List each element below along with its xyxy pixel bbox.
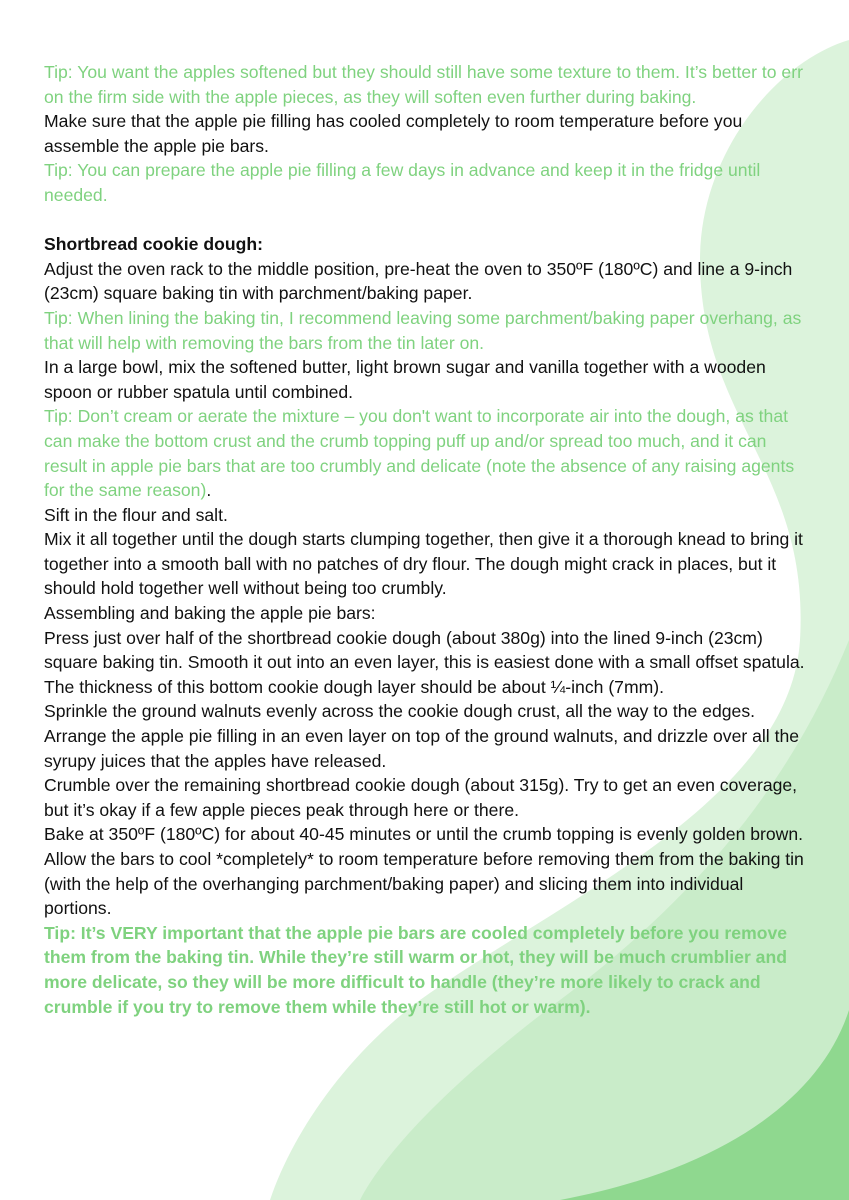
section-spacer	[44, 208, 814, 233]
tip-cool: Tip: It’s VERY important that the apple pie bars are cooled completely before you remove them from the baking tin. While they’re still warm or hot, they will be much crumblier and more delicate, so they will be more difficult to handle (they’re more likely to crack and crumble if you try to remove them while they’re still hot or warm).	[44, 922, 788, 1017]
step-sift: Sift in the flour and salt.	[44, 504, 228, 525]
tip-advance: Tip: You can prepare the apple pie filling a few days in advance and keep it in the fridge until needed.	[44, 160, 761, 205]
cool-filling-note: Make sure that the apple pie filling has cooled completely to room temperature before you assemble the apple pie bars.	[44, 111, 743, 156]
tip-texture: Tip: You want the apples softened but they should still have some texture to them. It’s better to err on the firm side with the apple pieces, as they will soften even further during baking.	[44, 62, 803, 107]
step-oven: Adjust the oven rack to the middle position, pre-heat the oven to 350ºF (180ºC) and line a 9-inch (23cm) square baking tin with parchment/baking paper.	[44, 258, 793, 304]
tip-cream: Tip: Don’t cream or aerate the mixture – you don't want to incorporate air into the dough, as that can make the bottom crust and the crumb topping puff up and/or spread too much, and it can result in apple pie bars that are too crumbly and delicate (note the absence of any raising agents for the same reason)	[44, 406, 795, 501]
step-cool: Allow the bars to cool *completely* to room temperature before removing them from the baking tin (with the help of the overhanging parchment/baking paper) and slicing them into individual portions.	[44, 849, 804, 919]
tip-lining: Tip: When lining the baking tin, I recommend leaving some parchment/baking paper overhang, as that will help with removing the bars from the tin later on.	[44, 307, 802, 353]
tip-cream-end: .	[206, 480, 212, 501]
step-crumble: Crumble over the remaining shortbread cookie dough (about 315g). Try to get an even coverage, but it’s okay if a few apple pieces peak through here or there.	[44, 775, 798, 820]
step-filling: Arrange the apple pie filling in an even layer on top of the ground walnuts, and drizzle over all the syrupy juices that the apples have released.	[44, 726, 800, 771]
shortbread-heading: Shortbread cookie dough:	[44, 234, 263, 255]
step-bake: Bake at 350ºF (180ºC) for about 40-45 minutes or until the crumb topping is evenly golden brown.	[44, 824, 804, 845]
assembly-heading: Assembling and baking the apple pie bars:	[44, 603, 376, 624]
step-walnuts: Sprinkle the ground walnuts evenly across the cookie dough crust, all the way to the edges.	[44, 701, 756, 722]
step-press: Press just over half of the shortbread cookie dough (about 380g) into the lined 9-inch (23cm) square baking tin. Smooth it out into an even layer, this is easiest done with a small offset spatula. The thickness of this bottom cookie dough layer should be about ¼-inch (7mm).	[44, 627, 805, 697]
tip-cream-paragraph	[44, 404, 814, 502]
step-mix: In a large bowl, mix the softened butter, light brown sugar and vanilla together with a wooden spoon or rubber spatula until combined.	[44, 357, 766, 402]
step-knead: Mix it all together until the dough starts clumping together, then give it a thorough knead to bring it together into a smooth ball with no patches of dry flour. The dough might crack in places, but it should hold together well without being too crumbly.	[44, 529, 803, 599]
recipe-instructions	[44, 60, 814, 1019]
